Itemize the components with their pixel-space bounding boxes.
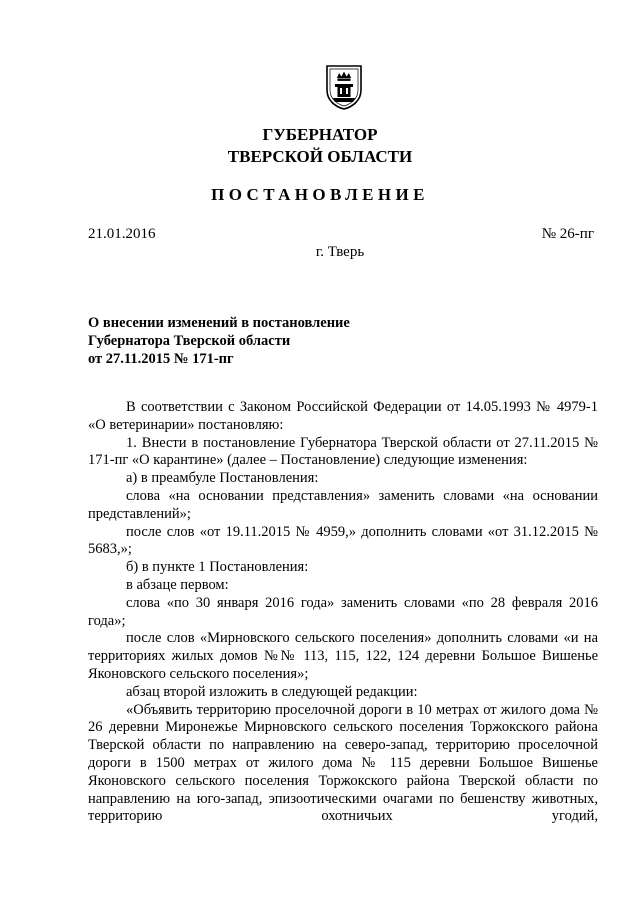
body-paragraph: после слов «от 19.11.2015 № 4959,» дополнить словами «от 31.12.2015 № 5683,»; (88, 523, 598, 558)
tver-coat-of-arms-icon (325, 64, 363, 110)
body-paragraph: после слов «Мирновского сельского поселения» дополнить словами «и на территориях жилых домов №№ 113, 115, 122, 124 деревни Большое Вишенье Яконовского сельского поселения»; (88, 630, 598, 682)
body-paragraph: слова «на основании представления» заменить словами «на основании представлений»; (88, 487, 598, 522)
body-paragraph: б) в пункте 1 Постановления: (126, 559, 309, 576)
issuer-title: ГУБЕРНАТОР (262, 125, 378, 144)
document-body (88, 399, 598, 826)
body-paragraph: а) в преамбуле Постановления: (126, 470, 319, 487)
body-paragraph: 1. Внести в постановление Губернатора Тверской области от 27.11.2015 № 171-пг «О карантине» (далее – Постановление) следующие изменения: (88, 434, 598, 469)
subject-line: О внесении изменений в постановление (88, 315, 350, 331)
body-paragraph: В соответствии с Законом Российской Федерации от 14.05.1993 № 4979-1 «О ветеринарии» постановляю: (88, 399, 598, 433)
subject-line: от 27.11.2015 № 171-пг (88, 351, 234, 367)
document-number: № 26-пг (541, 226, 594, 242)
body-paragraph: слова «по 30 января 2016 года» заменить словами «по 28 февраля 2016 года»; (88, 594, 598, 629)
body-paragraph: в абзаце первом: (126, 576, 229, 593)
subject-line: Губернатора Тверской области (88, 333, 291, 349)
document-city: г. Тверь (315, 244, 365, 260)
issuer-region: ТВЕРСКОЙ ОБЛАСТИ (227, 147, 413, 166)
body-paragraph: «Объявить территорию проселочной дороги в 10 метрах от жилого дома № 26 деревни Миронежье Мирновского сельского поселения Торжокского района Тверской области по направлению на северо-запад, территорию проселочной дороги в 1500 метрах от жилого дома № 115 деревни Большое Вишенье Яконовского сельского поселения Торжокского района Тверской области по направлению на юго-запад, эпизоотическими очагами по бешенству животных, территорию охотничьих угодий, (88, 701, 598, 825)
document-subject (88, 314, 350, 368)
body-paragraph: абзац второй изложить в следующей редакции: (126, 683, 418, 700)
document-type: ПОСТАНОВЛЕНИЕ (211, 185, 429, 204)
document-date: 21.01.2016 (88, 226, 156, 242)
